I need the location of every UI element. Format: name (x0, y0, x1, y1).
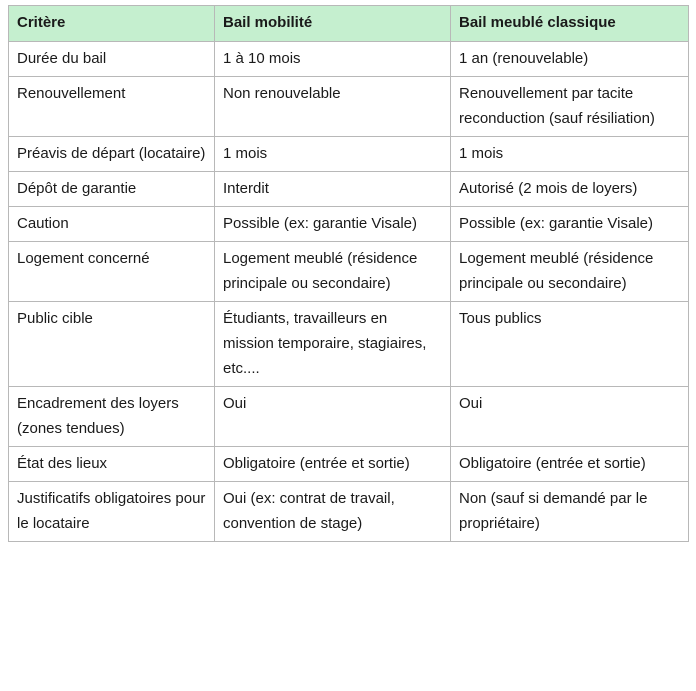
row-criterion: Durée du bail (9, 42, 215, 77)
table-row (9, 172, 689, 207)
table-row (9, 447, 689, 482)
table-row (9, 242, 689, 302)
row-bail-meuble-value: Non (sauf si demandé par le propriétaire) (451, 482, 689, 542)
row-bail-mobilite-value: Oui (ex: contrat de travail, convention de stage) (215, 482, 451, 542)
table-row (9, 387, 689, 447)
table-row (9, 77, 689, 137)
row-bail-meuble-value: Tous publics (451, 302, 689, 387)
row-bail-mobilite-value: Étudiants, travailleurs en mission temporaire, stagiaires, etc.... (215, 302, 451, 387)
row-criterion: Préavis de départ (locataire) (9, 137, 215, 172)
table-row (9, 302, 689, 387)
row-criterion: Justificatifs obligatoires pour le locataire (9, 482, 215, 542)
row-bail-mobilite-value: Logement meublé (résidence principale ou secondaire) (215, 242, 451, 302)
header-critere: Critère (9, 6, 215, 42)
table-row (9, 137, 689, 172)
row-criterion: Logement concerné (9, 242, 215, 302)
table-row (9, 482, 689, 542)
row-criterion: Public cible (9, 302, 215, 387)
table-row (9, 207, 689, 242)
row-criterion: Encadrement des loyers (zones tendues) (9, 387, 215, 447)
row-bail-meuble-value: Oui (451, 387, 689, 447)
row-bail-meuble-value: Autorisé (2 mois de loyers) (451, 172, 689, 207)
row-bail-meuble-value: Renouvellement par tacite reconduction (sauf résiliation) (451, 77, 689, 137)
comparison-table-container (8, 5, 688, 542)
row-bail-mobilite-value: Non renouvelable (215, 77, 451, 137)
row-bail-meuble-value: 1 an (renouvelable) (451, 42, 689, 77)
row-bail-mobilite-value: 1 mois (215, 137, 451, 172)
comparison-table (8, 5, 689, 542)
row-bail-meuble-value: Logement meublé (résidence principale ou secondaire) (451, 242, 689, 302)
row-bail-mobilite-value: 1 à 10 mois (215, 42, 451, 77)
header-row (9, 6, 689, 42)
row-bail-meuble-value: 1 mois (451, 137, 689, 172)
header-bail-meuble-classique: Bail meublé classique (451, 6, 689, 42)
row-criterion: Renouvellement (9, 77, 215, 137)
row-bail-mobilite-value: Interdit (215, 172, 451, 207)
row-criterion: Dépôt de garantie (9, 172, 215, 207)
row-bail-mobilite-value: Obligatoire (entrée et sortie) (215, 447, 451, 482)
row-criterion: État des lieux (9, 447, 215, 482)
header-bail-mobilite: Bail mobilité (215, 6, 451, 42)
row-bail-meuble-value: Obligatoire (entrée et sortie) (451, 447, 689, 482)
row-bail-mobilite-value: Oui (215, 387, 451, 447)
row-criterion: Caution (9, 207, 215, 242)
table-row (9, 42, 689, 77)
row-bail-mobilite-value: Possible (ex: garantie Visale) (215, 207, 451, 242)
row-bail-meuble-value: Possible (ex: garantie Visale) (451, 207, 689, 242)
